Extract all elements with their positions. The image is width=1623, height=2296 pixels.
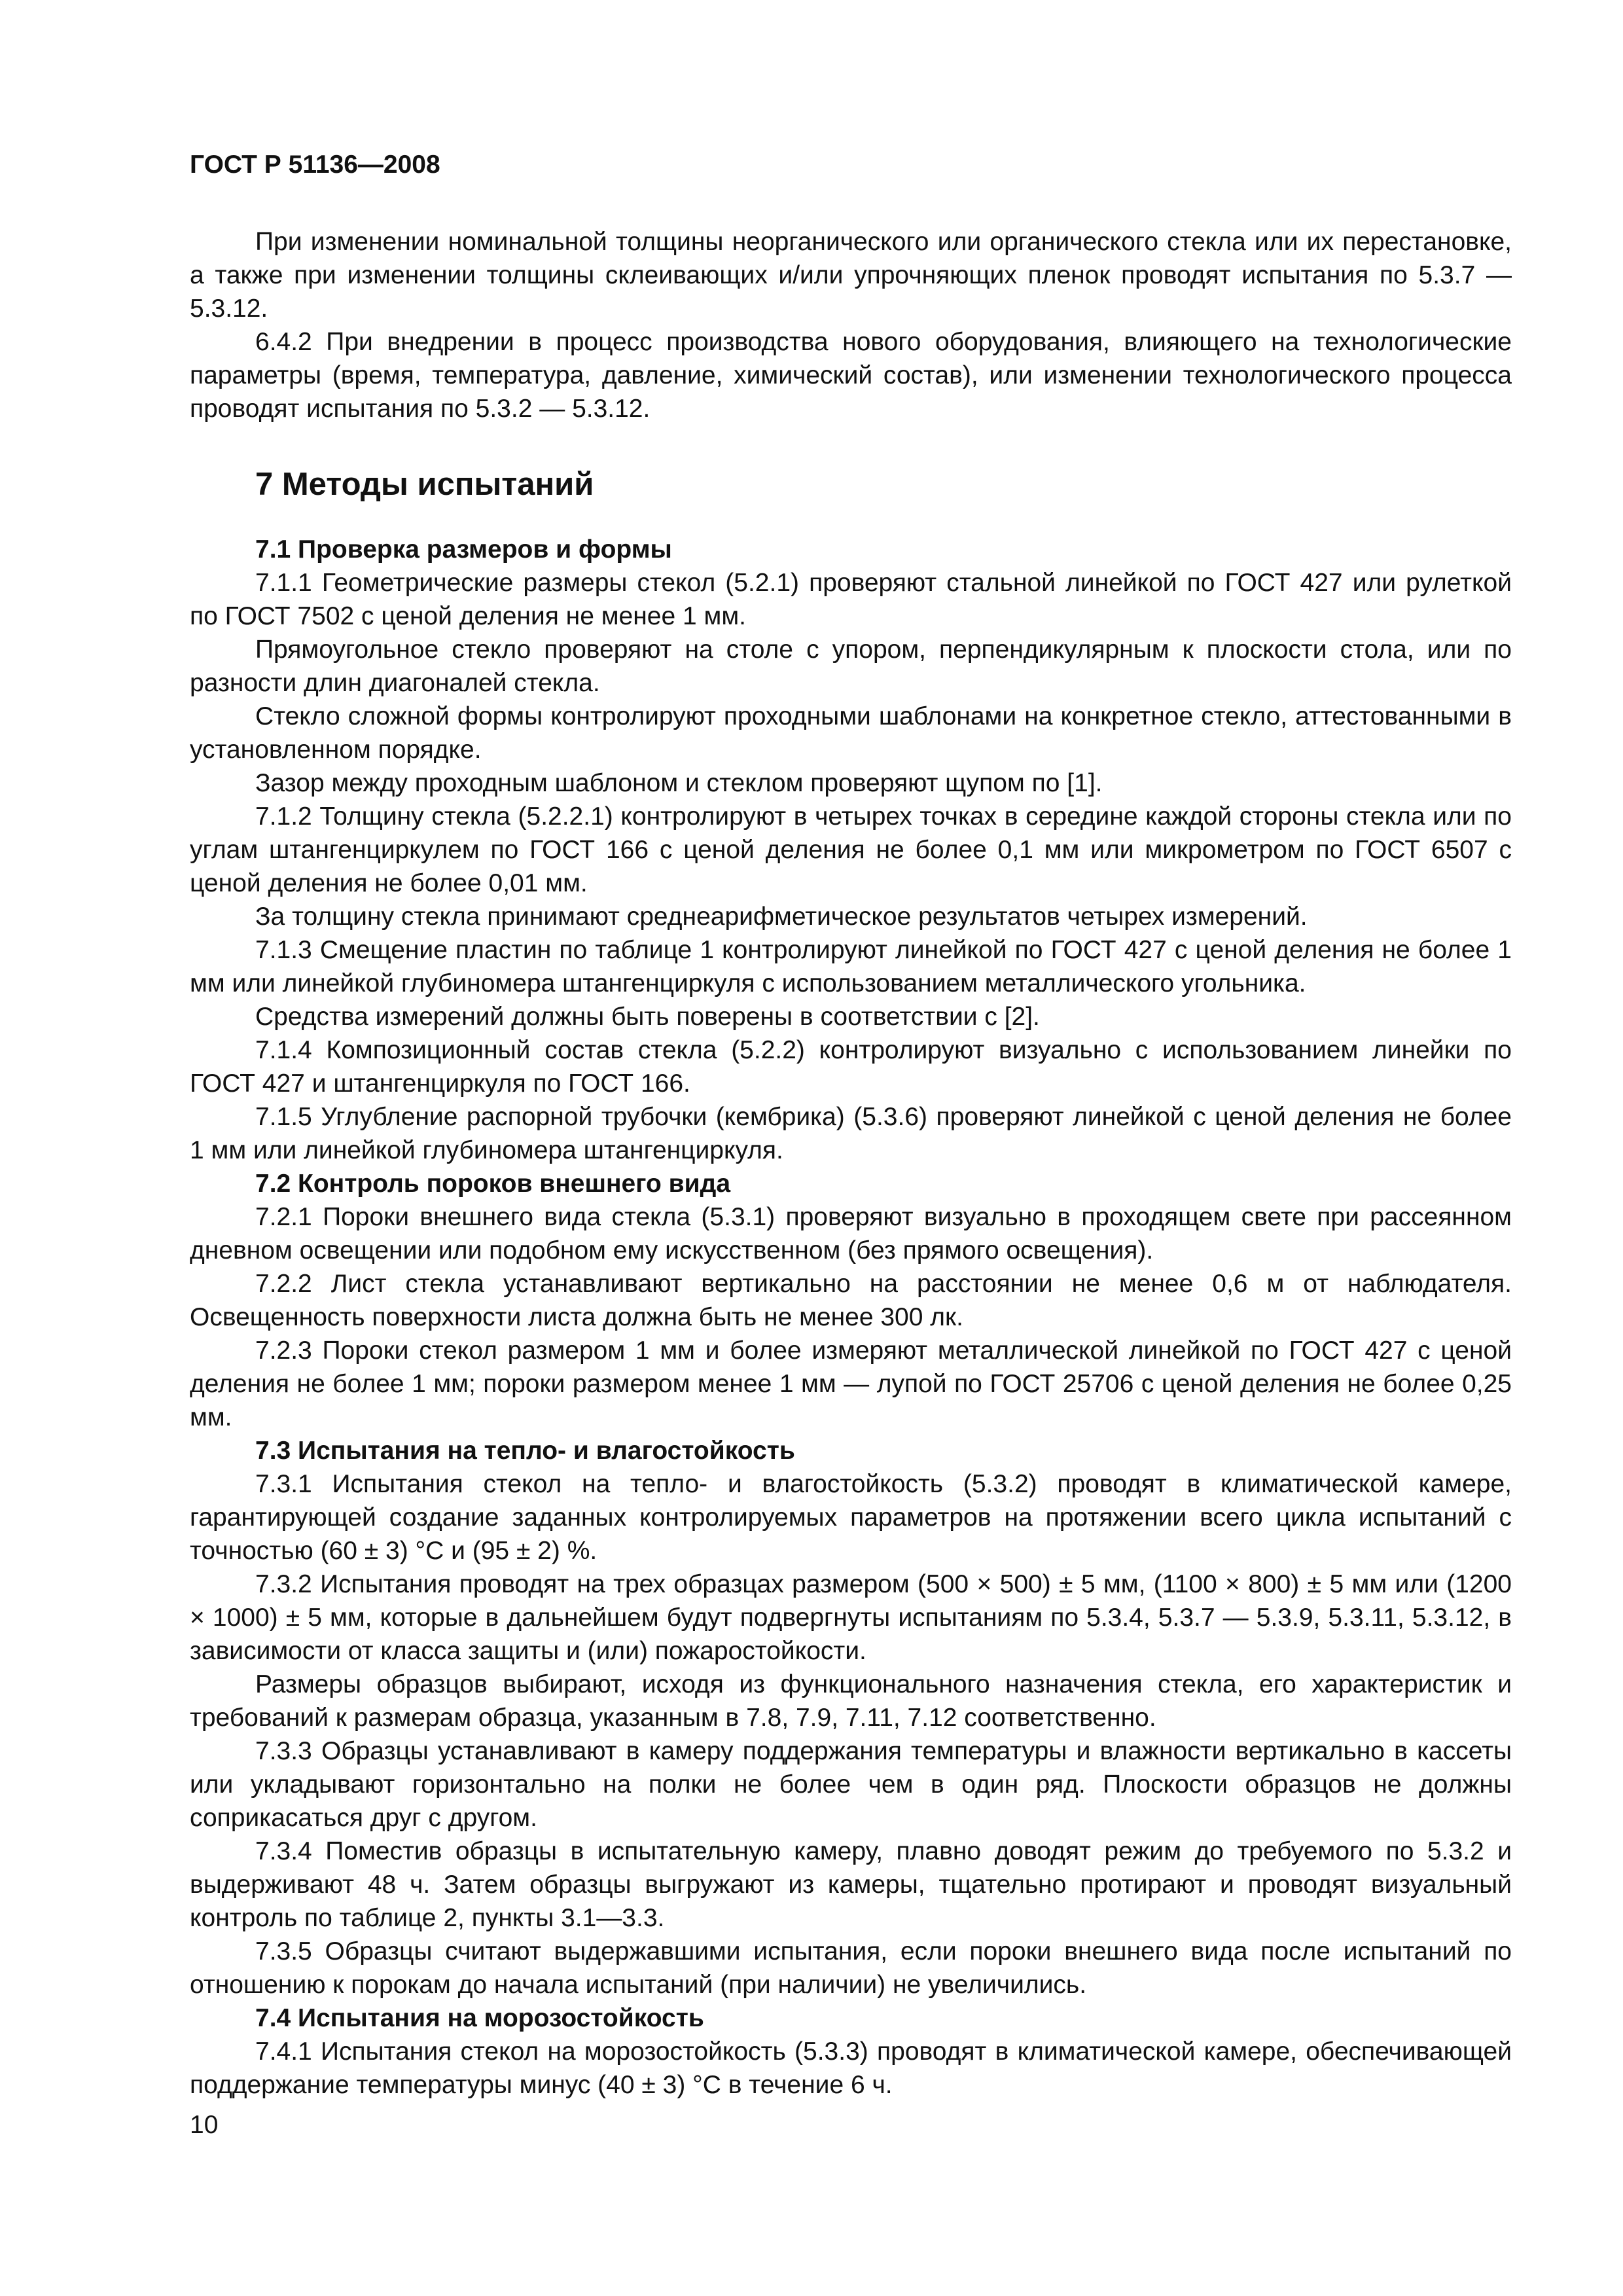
paragraph: 7.1.1 Геометрические размеры стекол (5.2.1) проверяют стальной линейкой по ГОСТ 427 или рулеткой по ГОСТ 7502 с ценой деления не менее 1 мм. xyxy=(190,569,1512,630)
paragraph: При изменении номинальной толщины неорганического или органического стекла или их перестановке, а также при изменении толщины склеивающих и/или упрочняющих пленок проводят испытания по 5.3.7 — 5.3.12. xyxy=(190,228,1512,323)
paragraph: 7.1.4 Композиционный состав стекла (5.2.2) контролируют визуально с использованием линейки по ГОСТ 427 и штангенциркуля по ГОСТ 166. xyxy=(190,1036,1512,1098)
paragraph: 7.2.2 Лист стекла устанавливают вертикально на расстоянии не менее 0,6 м от наблюдателя. Освещенность поверхности листа должна быть не менее 300 лк. xyxy=(190,1270,1512,1331)
subsection-title: 7.2 Контроль пороков внешнего вида xyxy=(255,1170,731,1198)
paragraph: 7.1.2 Толщину стекла (5.2.2.1) контролируют в четырех точках в середине каждой стороны стекла или по углам штангенциркулем по ГОСТ 166 с ценой деления не более 0,1 мм или микрометром по ГОСТ 6507 с ценой деления не более 0,01 мм. xyxy=(190,802,1512,897)
paragraph: 7.2.3 Пороки стекол размером 1 мм и более измеряют металлической линейкой по ГОСТ 427 с ценой деления не более 1 мм; пороки размером менее 1 мм — лупой по ГОСТ 25706 с ценой деления не более 0,25 мм. xyxy=(190,1336,1512,1431)
paragraph: 7.3.5 Образцы считают выдержавшими испытания, если пороки внешнего вида после испытаний по отношению к порокам до начала испытаний (при наличии) не увеличились. xyxy=(190,1937,1512,1999)
paragraph: 7.4.1 Испытания стекол на морозостойкость (5.3.3) проводят в климатической камере, обеспечивающей поддержание температуры минус (40 ± 3) °С в течение 6 ч. xyxy=(190,2037,1512,2099)
paragraph: Зазор между проходным шаблоном и стеклом проверяют щупом по [1]. xyxy=(255,769,1103,797)
paragraph: 7.3.2 Испытания проводят на трех образцах размером (500 × 500) ± 5 мм, (1100 × 800) ± 5 мм или (1200 × 1000) ± 5 мм, которые в дальнейшем будут подвергнуты испытаниям по 5.3.4, 5.3.7 — 5.3.9, 5.3.11, 5.3.12, в зависимости от класса защиты и (или) пожаростойкости. xyxy=(190,1570,1512,1665)
paragraph: Стекло сложной формы контролируют проходными шаблонами на конкретное стекло, аттестованными в установленном порядке. xyxy=(190,702,1512,764)
paragraph: Прямоугольное стекло проверяют на столе с упором, перпендикулярным к плоскости стола, или по разности длин диагоналей стекла. xyxy=(190,636,1512,697)
subsection-title: 7.1 Проверка размеров и формы xyxy=(255,535,672,564)
paragraph: 6.4.2 При внедрении в процесс производства нового оборудования, влияющего на технологические параметры (время, температура, давление, химический состав), или изменении технологического процесса проводят испытания по 5.3.2 — 5.3.12. xyxy=(190,328,1512,423)
paragraph: 7.3.4 Поместив образцы в испытательную камеру, плавно доводят режим до требуемого по 5.3.2 и выдерживают 48 ч. Затем образцы выгружают из камеры, тщательно протирают и проводят визуальный контроль по таблице 2, пункты 3.1—3.3. xyxy=(190,1837,1512,1932)
subsection-title: 7.3 Испытания на тепло- и влагостойкость xyxy=(255,1437,795,1465)
paragraph: 7.3.1 Испытания стекол на тепло- и влагостойкость (5.3.2) проводят в климатической камере, гарантирующей создание заданных контролируемых параметров на протяжении всего цикла испытаний с точностью (60 ± 3) °С и (95 ± 2) %. xyxy=(190,1470,1512,1565)
section-title: 7 Методы испытаний xyxy=(255,467,594,502)
subsection-title: 7.4 Испытания на морозостойкость xyxy=(255,2004,704,2032)
document-header: ГОСТ Р 51136—2008 xyxy=(190,151,440,179)
paragraph: Средства измерений должны быть поверены в соответствии с [2]. xyxy=(255,1003,1040,1031)
paragraph: 7.1.5 Углубление распорной трубочки (кембрика) (5.3.6) проверяют линейкой с ценой деления не более 1 мм или линейкой глубиномера штангенциркуля. xyxy=(190,1103,1512,1164)
paragraph: 7.1.3 Смещение пластин по таблице 1 контролируют линейкой по ГОСТ 427 с ценой деления не более 1 мм или линейкой глубиномера штангенциркуля с использованием металлического угольника. xyxy=(190,936,1512,997)
document-page xyxy=(190,151,1512,2102)
page-number: 10 xyxy=(190,2111,219,2139)
paragraph: 7.2.1 Пороки внешнего вида стекла (5.3.1) проверяют визуально в проходящем свете при рассеянном дневном освещении или подобном ему искусственном (без прямого освещения). xyxy=(190,1203,1512,1265)
paragraph: Размеры образцов выбирают, исходя из функционального назначения стекла, его характеристик и требований к размерам образца, указанным в 7.8, 7.9, 7.11, 7.12 соответственно. xyxy=(190,1670,1512,1732)
paragraph: За толщину стекла принимают среднеарифметическое результатов четырех измерений. xyxy=(255,903,1308,931)
paragraph: 7.3.3 Образцы устанавливают в камеру поддержания температуры и влажности вертикально в кассеты или укладывают горизонтально на полки не более чем в один ряд. Плоскости образцов не должны соприкасаться друг с другом. xyxy=(190,1737,1512,1832)
